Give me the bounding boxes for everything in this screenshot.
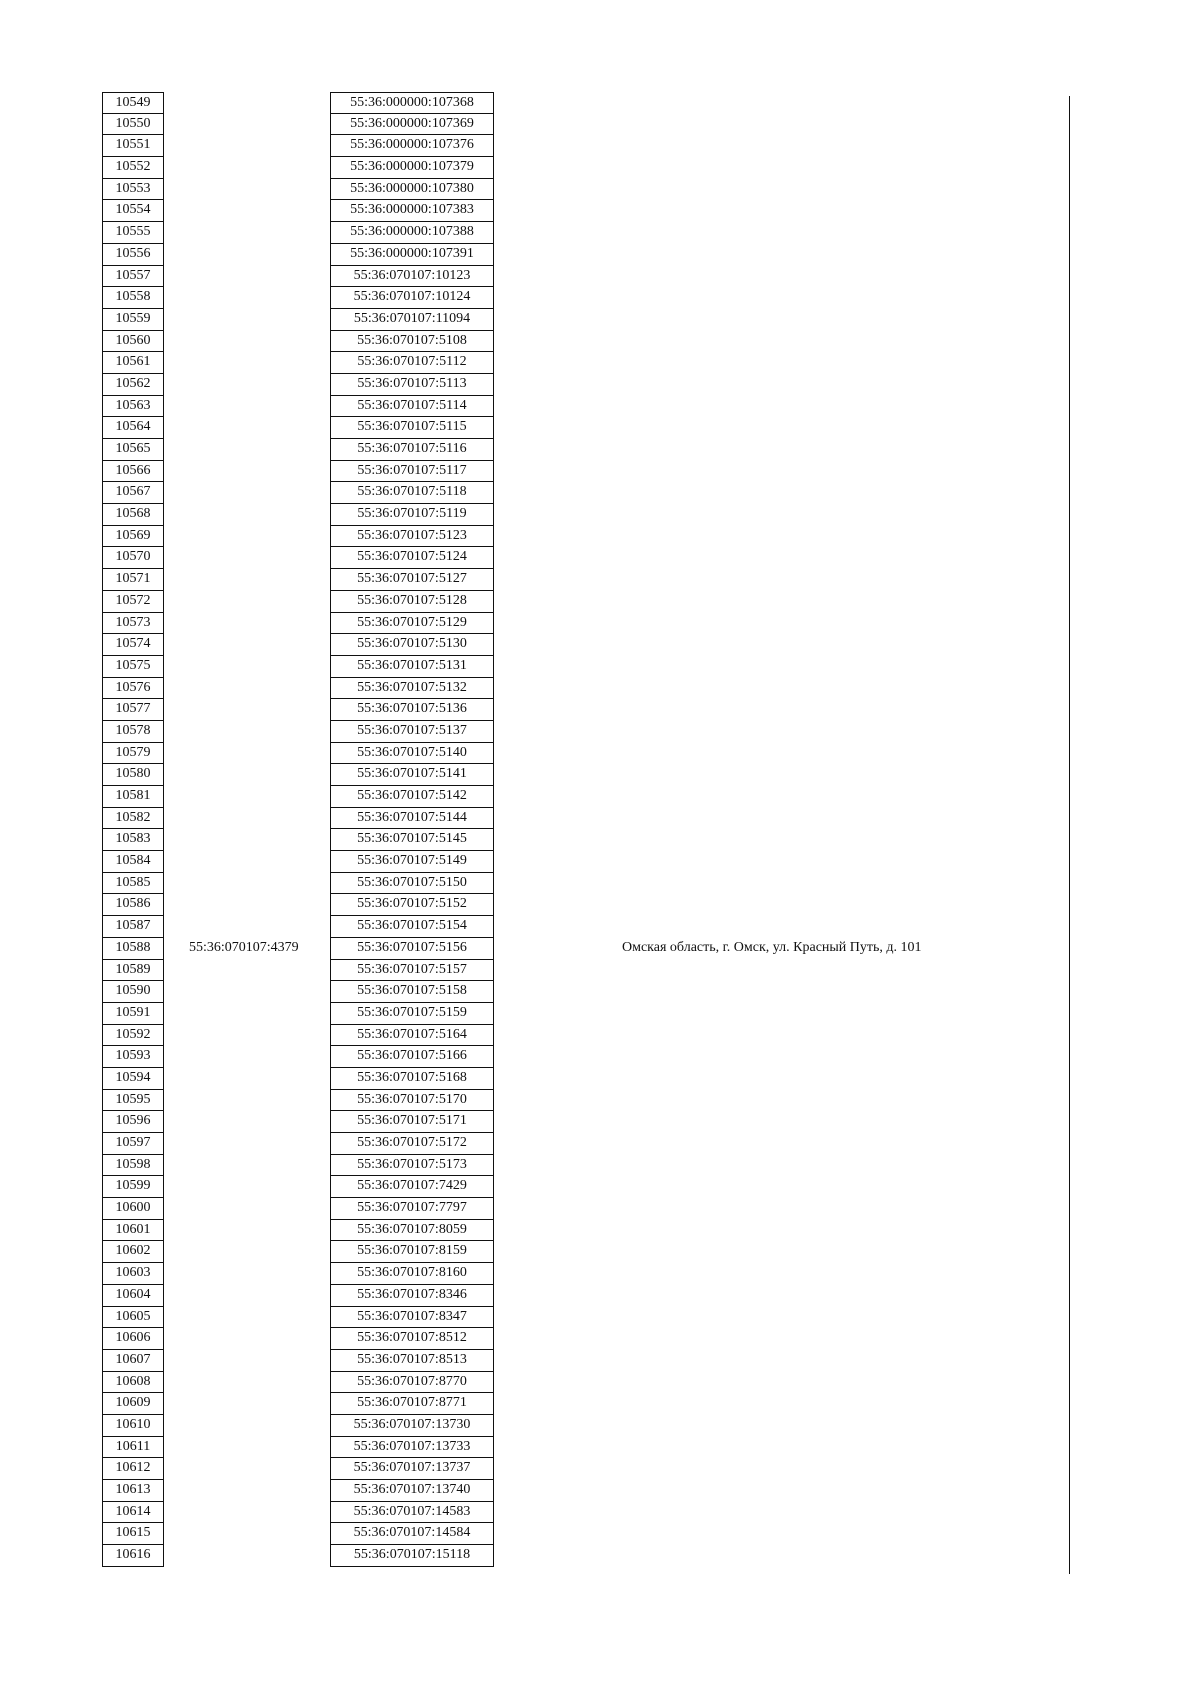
row-number-cell: 10598 xyxy=(102,1155,164,1177)
row-number-cell: 10602 xyxy=(102,1241,164,1263)
row-number-cell: 10554 xyxy=(102,200,164,222)
cadastral-number-cell: 55:36:070107:5170 xyxy=(330,1090,494,1112)
row-number-cell: 10589 xyxy=(102,960,164,982)
cadastral-number-cell: 55:36:070107:5114 xyxy=(330,396,494,418)
cadastral-number-cell: 55:36:070107:5154 xyxy=(330,916,494,938)
row-number-cell: 10564 xyxy=(102,417,164,439)
row-number-cell: 10575 xyxy=(102,656,164,678)
cadastral-number-cell: 55:36:070107:5152 xyxy=(330,894,494,916)
row-number-cell: 10555 xyxy=(102,222,164,244)
cadastral-number-cell: 55:36:070107:7797 xyxy=(330,1198,494,1220)
row-number-cell: 10553 xyxy=(102,179,164,201)
cadastral-number-cell: 55:36:070107:8346 xyxy=(330,1285,494,1307)
row-number-cell: 10561 xyxy=(102,352,164,374)
cadastral-number-cell: 55:36:070107:13740 xyxy=(330,1480,494,1502)
cadastral-number-cell: 55:36:070107:5158 xyxy=(330,981,494,1003)
cadastral-number-cell: 55:36:070107:5140 xyxy=(330,743,494,765)
address-text: Омская область, г. Омск, ул. Красный Путь, д. 101 xyxy=(622,940,922,955)
row-number-cell: 10603 xyxy=(102,1263,164,1285)
cadastral-number-cell: 55:36:000000:107380 xyxy=(330,179,494,201)
cadastral-number-cell: 55:36:070107:5159 xyxy=(330,1003,494,1025)
row-number-cell: 10579 xyxy=(102,743,164,765)
table-right-border xyxy=(1069,96,1070,1574)
cadastral-number-cell: 55:36:070107:5118 xyxy=(330,482,494,504)
cadastral-number-cell: 55:36:070107:5168 xyxy=(330,1068,494,1090)
row-number-cell: 10572 xyxy=(102,591,164,613)
row-number-cell: 10557 xyxy=(102,266,164,288)
row-number-cell: 10594 xyxy=(102,1068,164,1090)
row-number-cell: 10566 xyxy=(102,461,164,483)
cadastral-number-cell: 55:36:000000:107379 xyxy=(330,157,494,179)
row-number-cell: 10582 xyxy=(102,808,164,830)
cadastral-number-cell: 55:36:070107:5131 xyxy=(330,656,494,678)
cadastral-number-cell: 55:36:070107:5166 xyxy=(330,1046,494,1068)
row-number-cell: 10556 xyxy=(102,244,164,266)
row-number-cell: 10606 xyxy=(102,1328,164,1350)
row-number-cell: 10609 xyxy=(102,1393,164,1415)
row-number-cell: 10569 xyxy=(102,526,164,548)
cadastral-number-cell: 55:36:070107:5164 xyxy=(330,1025,494,1047)
cadastral-number-cell: 55:36:070107:8771 xyxy=(330,1393,494,1415)
cadastral-number-cell: 55:36:070107:10124 xyxy=(330,287,494,309)
row-number-cell: 10593 xyxy=(102,1046,164,1068)
cadastral-number-cell: 55:36:070107:5117 xyxy=(330,461,494,483)
cadastral-number-cell: 55:36:070107:5128 xyxy=(330,591,494,613)
row-number-cell: 10550 xyxy=(102,114,164,136)
parcel-cadastral-number: 55:36:070107:4379 xyxy=(189,940,299,955)
cadastral-number-cell: 55:36:070107:11094 xyxy=(330,309,494,331)
cadastral-number-cell: 55:36:070107:5145 xyxy=(330,829,494,851)
row-number-cell: 10596 xyxy=(102,1111,164,1133)
row-number-cell: 10601 xyxy=(102,1220,164,1242)
cadastral-number-cell: 55:36:070107:14583 xyxy=(330,1502,494,1524)
cadastral-number-cell: 55:36:070107:5141 xyxy=(330,764,494,786)
row-number-cell: 10588 xyxy=(102,938,164,960)
row-number-cell: 10581 xyxy=(102,786,164,808)
cadastral-number-cell: 55:36:070107:5173 xyxy=(330,1155,494,1177)
row-number-cell: 10608 xyxy=(102,1372,164,1394)
row-number-cell: 10560 xyxy=(102,331,164,353)
row-number-cell: 10604 xyxy=(102,1285,164,1307)
cadastral-number-cell: 55:36:070107:5119 xyxy=(330,504,494,526)
cadastral-number-cell: 55:36:070107:5157 xyxy=(330,960,494,982)
row-number-cell: 10562 xyxy=(102,374,164,396)
row-number-cell: 10605 xyxy=(102,1307,164,1329)
cadastral-number-cell: 55:36:000000:107388 xyxy=(330,222,494,244)
row-number-cell: 10580 xyxy=(102,764,164,786)
cadastral-number-cell: 55:36:070107:5137 xyxy=(330,721,494,743)
row-number-cell: 10583 xyxy=(102,829,164,851)
row-number-cell: 10599 xyxy=(102,1176,164,1198)
row-number-cell: 10611 xyxy=(102,1437,164,1459)
cadastral-number-cell: 55:36:070107:10123 xyxy=(330,266,494,288)
row-number-cell: 10584 xyxy=(102,851,164,873)
cadastral-number-cell: 55:36:070107:5123 xyxy=(330,526,494,548)
cadastral-number-cell: 55:36:070107:5132 xyxy=(330,678,494,700)
row-number-cell: 10570 xyxy=(102,547,164,569)
cadastral-number-cell: 55:36:070107:8513 xyxy=(330,1350,494,1372)
cadastral-number-column xyxy=(330,92,494,1567)
cadastral-number-cell: 55:36:000000:107368 xyxy=(330,92,494,114)
row-number-cell: 10600 xyxy=(102,1198,164,1220)
row-number-cell: 10585 xyxy=(102,873,164,895)
cadastral-number-cell: 55:36:070107:5129 xyxy=(330,613,494,635)
row-number-cell: 10612 xyxy=(102,1458,164,1480)
cadastral-number-cell: 55:36:070107:5150 xyxy=(330,873,494,895)
cadastral-number-cell: 55:36:070107:5116 xyxy=(330,439,494,461)
cadastral-number-cell: 55:36:070107:5136 xyxy=(330,699,494,721)
cadastral-number-cell: 55:36:070107:5112 xyxy=(330,352,494,374)
cadastral-number-cell: 55:36:070107:5113 xyxy=(330,374,494,396)
cadastral-number-cell: 55:36:000000:107383 xyxy=(330,200,494,222)
cadastral-number-cell: 55:36:070107:13737 xyxy=(330,1458,494,1480)
cadastral-number-cell: 55:36:070107:5142 xyxy=(330,786,494,808)
row-number-cell: 10577 xyxy=(102,699,164,721)
cadastral-number-cell: 55:36:000000:107391 xyxy=(330,244,494,266)
cadastral-number-cell: 55:36:070107:13730 xyxy=(330,1415,494,1437)
row-number-cell: 10613 xyxy=(102,1480,164,1502)
row-number-cell: 10558 xyxy=(102,287,164,309)
row-number-cell: 10592 xyxy=(102,1025,164,1047)
row-number-cell: 10607 xyxy=(102,1350,164,1372)
cadastral-number-cell: 55:36:070107:5124 xyxy=(330,547,494,569)
cadastral-number-cell: 55:36:070107:5171 xyxy=(330,1111,494,1133)
cadastral-number-cell: 55:36:070107:8512 xyxy=(330,1328,494,1350)
cadastral-number-cell: 55:36:070107:5130 xyxy=(330,634,494,656)
cadastral-number-cell: 55:36:000000:107369 xyxy=(330,114,494,136)
row-number-cell: 10595 xyxy=(102,1090,164,1112)
row-number-cell: 10551 xyxy=(102,135,164,157)
cadastral-number-cell: 55:36:070107:5172 xyxy=(330,1133,494,1155)
row-number-cell: 10590 xyxy=(102,981,164,1003)
row-number-cell: 10571 xyxy=(102,569,164,591)
row-number-cell: 10559 xyxy=(102,309,164,331)
cadastral-number-cell: 55:36:070107:14584 xyxy=(330,1523,494,1545)
cadastral-number-cell: 55:36:070107:7429 xyxy=(330,1176,494,1198)
cadastral-number-cell: 55:36:070107:8059 xyxy=(330,1220,494,1242)
row-number-cell: 10614 xyxy=(102,1502,164,1524)
cadastral-number-cell: 55:36:070107:13733 xyxy=(330,1437,494,1459)
cadastral-number-cell: 55:36:070107:5127 xyxy=(330,569,494,591)
cadastral-number-cell: 55:36:000000:107376 xyxy=(330,135,494,157)
row-number-cell: 10587 xyxy=(102,916,164,938)
row-number-cell: 10574 xyxy=(102,634,164,656)
cadastral-number-cell: 55:36:070107:8347 xyxy=(330,1307,494,1329)
row-number-cell: 10565 xyxy=(102,439,164,461)
row-number-cell: 10573 xyxy=(102,613,164,635)
row-number-column xyxy=(102,92,164,1567)
row-number-cell: 10568 xyxy=(102,504,164,526)
row-number-cell: 10552 xyxy=(102,157,164,179)
cadastral-number-cell: 55:36:070107:8160 xyxy=(330,1263,494,1285)
row-number-cell: 10563 xyxy=(102,396,164,418)
cadastral-number-cell: 55:36:070107:8770 xyxy=(330,1372,494,1394)
row-number-cell: 10549 xyxy=(102,92,164,114)
cadastral-number-cell: 55:36:070107:5144 xyxy=(330,808,494,830)
row-number-cell: 10616 xyxy=(102,1545,164,1567)
row-number-cell: 10591 xyxy=(102,1003,164,1025)
cadastral-number-cell: 55:36:070107:15118 xyxy=(330,1545,494,1567)
cadastral-number-cell: 55:36:070107:5108 xyxy=(330,331,494,353)
row-number-cell: 10567 xyxy=(102,482,164,504)
row-number-cell: 10615 xyxy=(102,1523,164,1545)
row-number-cell: 10576 xyxy=(102,678,164,700)
row-number-cell: 10586 xyxy=(102,894,164,916)
row-number-cell: 10597 xyxy=(102,1133,164,1155)
cadastral-number-cell: 55:36:070107:5115 xyxy=(330,417,494,439)
cadastral-number-cell: 55:36:070107:5156 xyxy=(330,938,494,960)
cadastral-number-cell: 55:36:070107:5149 xyxy=(330,851,494,873)
row-number-cell: 10610 xyxy=(102,1415,164,1437)
cadastral-number-cell: 55:36:070107:8159 xyxy=(330,1241,494,1263)
row-number-cell: 10578 xyxy=(102,721,164,743)
